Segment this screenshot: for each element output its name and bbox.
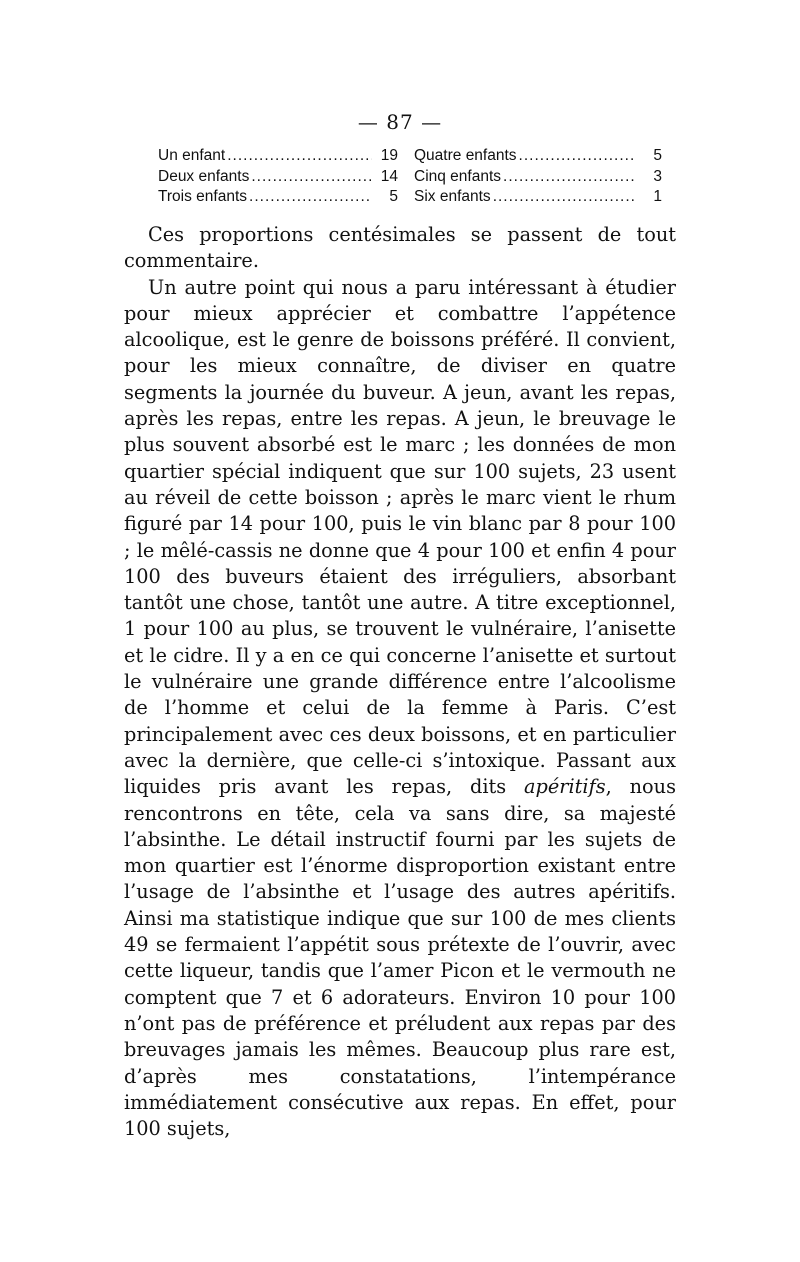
dot-leader (519, 146, 636, 167)
paragraph-text: , nous rencontrons en tête, cela va sans dire, sa majesté l’absinthe. Le détail instructif fourni par les sujets de mon quartier est l’énorme disproportion existant entre l’usage de l’absinthe et l’usage des autres apéritifs. Ainsi ma statistique indique que sur 100 de mes clients 49 se fermaient l’appétit sous prétexte de l’ouvrir, avec cette liqueur, tandis que l’amer Picon et le vermouth ne comptent que 7 et 6 adorateurs. Environ 10 pour 100 n’ont pas de préférence et préludent aux repas par des breuvages jamais les mêmes. Beaucoup plus rare est, d’après mes constatations, l’intempérance immédiatement consécutive aux repas. En effet, pour 100 sujets, (124, 775, 676, 1141)
statistic-value: 5 (653, 147, 662, 164)
dot-leader (503, 167, 636, 188)
statistics-row (158, 187, 662, 208)
italic-term: apéritifs (524, 775, 606, 799)
statistics-row (158, 167, 662, 188)
statistic-entry (414, 167, 662, 188)
statistic-value: 1 (653, 188, 662, 205)
statistic-entry (158, 187, 398, 208)
statistic-label: Un enfant (158, 147, 226, 164)
statistic-label: Cinq enfants (414, 167, 502, 185)
children-statistics-table (158, 146, 662, 208)
dot-leader (493, 187, 636, 208)
paragraph: Ces proportions centésimales se passent de tout commentaire. (124, 223, 676, 273)
statistic-entry (158, 167, 398, 188)
statistic-entry (414, 146, 662, 167)
page-number: — 87 — (357, 110, 443, 134)
statistic-value: 3 (653, 167, 662, 185)
statistics-row (158, 146, 662, 167)
dot-leader (251, 167, 372, 188)
statistic-entry (414, 187, 662, 208)
body-text (124, 222, 676, 1142)
statistic-entry (158, 146, 398, 167)
statistic-label: Trois enfants (158, 188, 248, 205)
paragraph-text: Un autre point qui nous a paru intéressant à étudier pour mieux apprécier et combattre l’appétence alcoolique, est le genre de boissons préféré. Il convient, pour les mieux connaître, de diviser en quatre segments la journée du buveur. A jeun, avant les repas, après les repas, entre les repas. A jeun, le breuvage le plus souvent absorbé est le marc ; les données de mon quartier spécial indiquent que sur 100 sujets, 23 usent au réveil de cette boisson ; après le marc vient le rhum figuré par 14 pour 100, puis le vin blanc par 8 pour 100 ; le mêlé-cassis ne donne que 4 pour 100 et enfin 4 pour 100 des buveurs étaient des irréguliers, absorbant tantôt une chose, tantôt une autre. A titre exceptionnel, 1 pour 100 au plus, se trouvent le vulnéraire, l’anisette et le cidre. Il y a en ce qui concerne l’anisette et surtout le vulnéraire une grande différence entre l’alcoolisme de l’homme et celui de la femme à Paris. C’est principalement avec ces deux boissons, et en particulier avec la dernière, que celle-ci s’intoxique. Passant aux liquides pris avant les repas, dits (124, 275, 676, 799)
paragraph (124, 275, 676, 1143)
statistic-label: Six enfants (414, 188, 491, 205)
statistic-value: 19 (380, 147, 398, 164)
statistic-value: 5 (389, 188, 398, 205)
statistic-label: Deux enfants (158, 167, 250, 185)
dot-leader (249, 187, 372, 208)
statistic-label: Quatre enfants (414, 147, 517, 164)
statistic-value: 14 (380, 167, 398, 185)
dot-leader (227, 146, 372, 167)
